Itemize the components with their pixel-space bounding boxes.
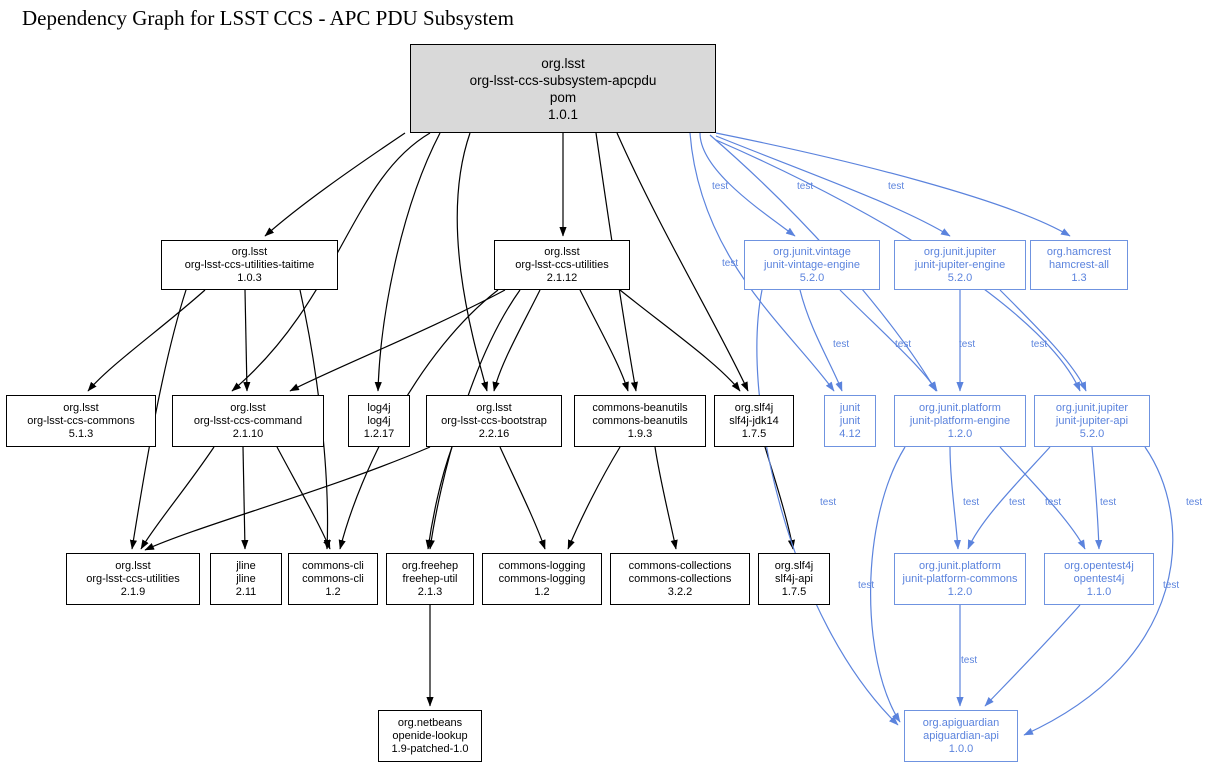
graph-node-line: slf4j-api: [775, 572, 813, 585]
graph-node-line: log4j: [367, 401, 391, 414]
graph-node-line: 5.2.0: [947, 271, 973, 284]
graph-node-commons-cli[interactable]: [288, 553, 378, 605]
graph-node-hamcrest-all[interactable]: [1030, 240, 1128, 290]
graph-node-line: 2.1.3: [417, 585, 443, 598]
graph-node-apiguardian-api[interactable]: [904, 710, 1018, 762]
graph-node-utilities-219[interactable]: [66, 553, 200, 605]
graph-node-junit-platform-commons[interactable]: [894, 553, 1026, 605]
edge-label-test: test: [963, 497, 980, 508]
graph-node-line: org.freehep: [401, 559, 459, 572]
graph-node-line: org.slf4j: [774, 559, 814, 572]
graph-node-line: jline: [236, 559, 256, 572]
graph-node-line: org.junit.jupiter: [1055, 401, 1129, 414]
graph-node-line: org.lsst: [115, 559, 151, 572]
edge-label-test: test: [722, 258, 739, 269]
graph-node-line: 2.11: [235, 585, 257, 598]
graph-node-line: org.hamcrest: [1046, 245, 1112, 258]
graph-node-line: 5.2.0: [799, 271, 825, 284]
graph-node-line: 1.2.0: [947, 585, 973, 598]
edge-label-test: test: [858, 580, 875, 591]
graph-node-junit-jupiter-api[interactable]: [1034, 395, 1150, 447]
graph-node-line: org.lsst: [476, 401, 512, 414]
graph-node-line: org.junit.vintage: [773, 245, 851, 258]
graph-node-opentest4j[interactable]: [1044, 553, 1154, 605]
graph-node-line: org.lsst: [231, 245, 268, 258]
graph-node-line: 3.2.2: [667, 585, 693, 598]
graph-node-line: org-lsst-ccs-bootstrap: [441, 414, 547, 427]
graph-node-line: hamcrest-all: [1049, 258, 1109, 271]
graph-node-commons-logging[interactable]: [482, 553, 602, 605]
graph-node-line: org.opentest4j: [1064, 559, 1134, 572]
graph-node-line: log4j: [367, 414, 391, 427]
graph-node-ccs-bootstrap[interactable]: [426, 395, 562, 447]
edge-label-test: test: [820, 497, 837, 508]
graph-node-line: 2.1.12: [546, 271, 578, 284]
edge-label-test: test: [797, 181, 814, 192]
graph-node-line: jline: [236, 572, 256, 585]
graph-node-line: junit: [839, 401, 861, 414]
graph-node-junit[interactable]: [824, 395, 876, 447]
graph-node-line: org.netbeans: [397, 716, 463, 729]
graph-node-line: pom: [549, 89, 577, 105]
graph-node-line: junit-platform-engine: [909, 414, 1011, 427]
edge-label-test: test: [833, 339, 850, 350]
graph-node-line: org.lsst: [541, 55, 585, 71]
edge-label-test: test: [959, 339, 976, 350]
graph-node-line: junit-jupiter-engine: [914, 258, 1006, 271]
graph-node-line: org.apiguardian: [922, 716, 1000, 729]
graph-node-line: commons-collections: [628, 559, 732, 572]
graph-node-ccs-command[interactable]: [172, 395, 324, 447]
edge-label-test: test: [712, 181, 729, 192]
graph-node-line: commons-logging: [498, 559, 586, 572]
graph-node-line: 4.12: [839, 427, 861, 440]
graph-node-line: opentest4j: [1073, 572, 1125, 585]
graph-node-line: org-lsst-ccs-command: [193, 414, 303, 427]
graph-node-line: 1.7.5: [781, 585, 807, 598]
graph-node-openide-lookup[interactable]: [378, 710, 482, 762]
graph-node-line: commons-beanutils: [592, 401, 688, 414]
graph-node-junit-vintage-engine[interactable]: [744, 240, 880, 290]
page-title: Dependency Graph for LSST CCS - APC PDU Subsystem: [22, 6, 514, 30]
graph-node-line: commons-logging: [498, 572, 586, 585]
graph-node-line: commons-collections: [628, 572, 732, 585]
graph-node-freehep-util[interactable]: [386, 553, 474, 605]
graph-node-line: junit: [839, 414, 861, 427]
graph-node-line: 1.2: [534, 585, 550, 598]
graph-node-line: apiguardian-api: [923, 729, 999, 742]
graph-node-line: slf4j-jdk14: [729, 414, 779, 427]
graph-node-line: junit-platform-commons: [902, 572, 1018, 585]
graph-node-ccs-commons[interactable]: [6, 395, 156, 447]
graph-node-utilities-2112[interactable]: [494, 240, 630, 290]
graph-node-line: org-lsst-ccs-utilities: [86, 572, 180, 585]
graph-node-line: 1.9.3: [627, 427, 653, 440]
edge-label-test: test: [1045, 497, 1062, 508]
graph-node-junit-jupiter-engine[interactable]: [894, 240, 1026, 290]
graph-node-line: openide-lookup: [392, 729, 468, 742]
graph-node-line: junit-vintage-engine: [763, 258, 860, 271]
graph-node-line: 1.2.0: [947, 427, 973, 440]
graph-node-line: 5.1.3: [68, 427, 94, 440]
graph-node-log4j[interactable]: [348, 395, 410, 447]
graph-node-line: commons-cli: [302, 572, 364, 585]
graph-node-jline[interactable]: [210, 553, 282, 605]
graph-node-line: org-lsst-ccs-subsystem-apcpdu: [469, 72, 657, 88]
edge-label-test: test: [1100, 497, 1117, 508]
edge-label-test: test: [961, 655, 978, 666]
graph-node-line: org.junit.platform: [919, 401, 1001, 414]
graph-node-line: 2.2.16: [478, 427, 510, 440]
graph-node-line: org-lsst-ccs-utilities-taitime: [184, 258, 315, 271]
edge-label-test: test: [1031, 339, 1048, 350]
graph-node-junit-platform-engine[interactable]: [894, 395, 1026, 447]
graph-node-line: commons-cli: [302, 559, 364, 572]
graph-node-line: org.slf4j: [734, 401, 774, 414]
graph-node-line: org.junit.jupiter: [923, 245, 997, 258]
graph-node-line: org.lsst: [63, 401, 99, 414]
edge-label-test: test: [1009, 497, 1026, 508]
graph-node-taitime[interactable]: [161, 240, 338, 290]
graph-node-slf4j-api[interactable]: [758, 553, 830, 605]
graph-node-slf4j-jdk14[interactable]: [714, 395, 794, 447]
graph-node-line: 5.2.0: [1079, 427, 1105, 440]
graph-node-line: org.lsst: [230, 401, 266, 414]
graph-node-line: 1.1.0: [1086, 585, 1112, 598]
edge-label-test: test: [1186, 497, 1203, 508]
graph-node-line: 1.2: [325, 585, 341, 598]
graph-node-line: 1.3: [1071, 271, 1087, 284]
edge-label-test: test: [1163, 580, 1180, 591]
graph-node-line: 1.0.0: [948, 742, 974, 755]
graph-node-line: 1.9-patched-1.0: [391, 742, 469, 755]
graph-node-line: 2.1.10: [232, 427, 264, 440]
graph-node-line: org-lsst-ccs-commons: [27, 414, 135, 427]
graph-node-line: 1.2.17: [363, 427, 395, 440]
graph-node-line: freehep-util: [402, 572, 458, 585]
graph-node-line: org-lsst-ccs-utilities: [515, 258, 609, 271]
graph-node-line: 1.0.1: [547, 106, 579, 122]
graph-node-line: 1.7.5: [741, 427, 767, 440]
graph-node-line: commons-beanutils: [592, 414, 688, 427]
edge-label-test: test: [888, 181, 905, 192]
graph-node-line: org.junit.platform: [919, 559, 1001, 572]
graph-node-line: junit-jupiter-api: [1055, 414, 1129, 427]
graph-node-commons-beanutils[interactable]: [574, 395, 706, 447]
graph-node-root[interactable]: [410, 44, 716, 133]
graph-node-line: 2.1.9: [120, 585, 146, 598]
edge-label-test: test: [895, 339, 912, 350]
graph-node-commons-collections[interactable]: [610, 553, 750, 605]
graph-node-line: 1.0.3: [237, 271, 262, 284]
graph-node-line: org.lsst: [544, 245, 580, 258]
